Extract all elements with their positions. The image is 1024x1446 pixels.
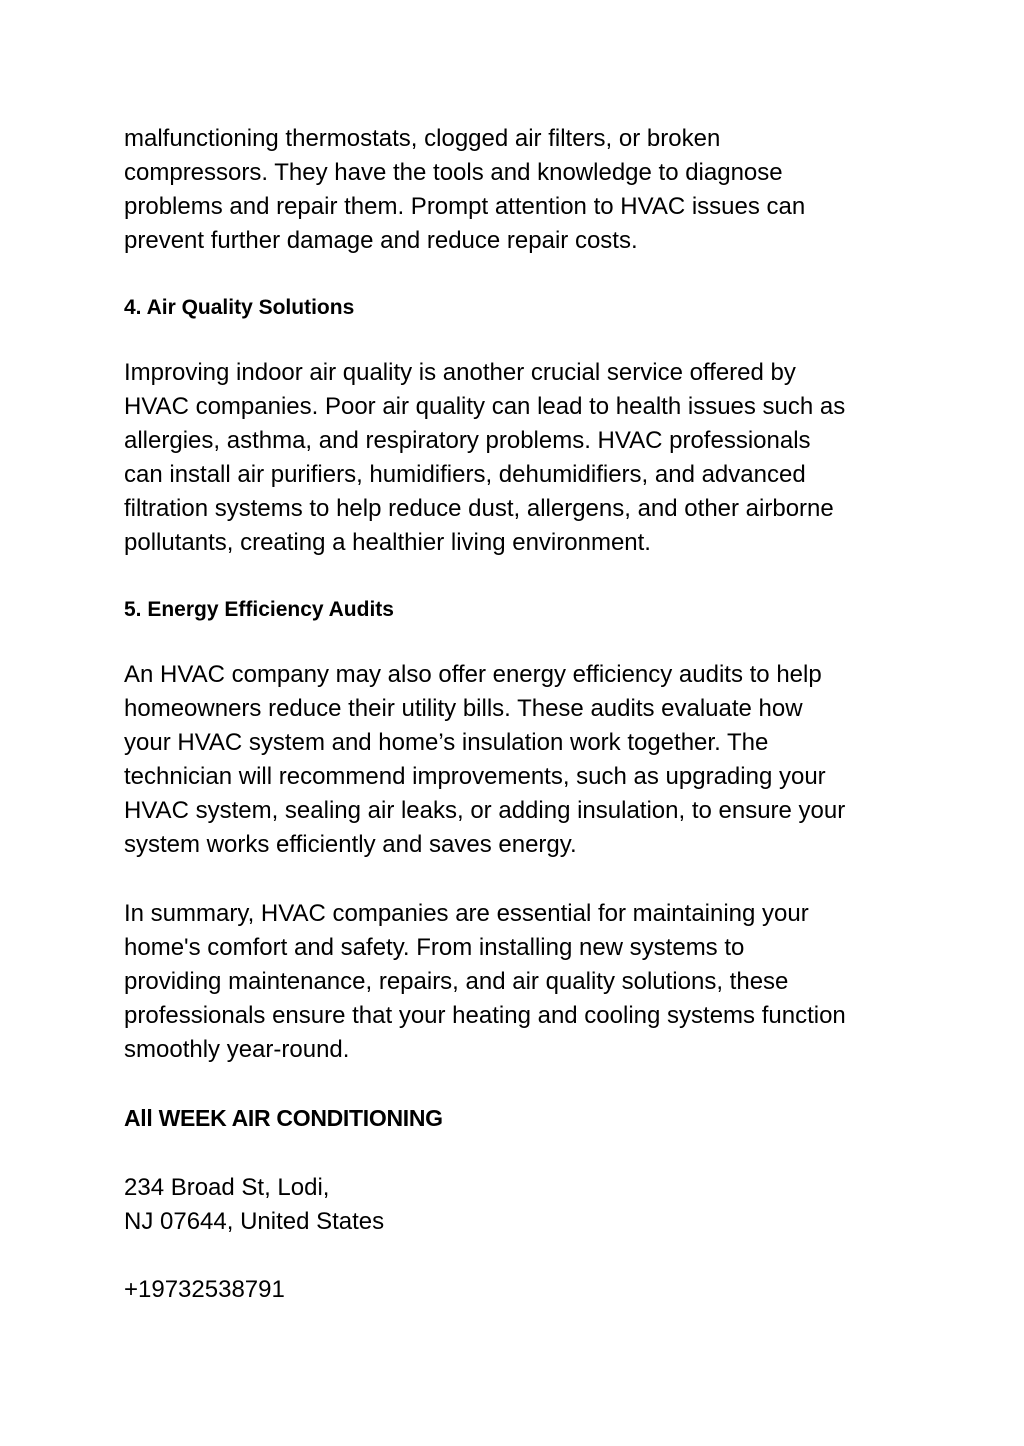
company-phone xyxy=(124,1273,914,1307)
section-4-line: Improving indoor air quality is another crucial service offered by xyxy=(124,359,796,386)
intro-line: prevent further damage and reduce repair costs. xyxy=(124,227,638,254)
summary-line: providing maintenance, repairs, and air quality solutions, these xyxy=(124,968,789,995)
section-4-line: filtration systems to help reduce dust, allergens, and other airborne xyxy=(124,495,834,522)
section-4-line: pollutants, creating a healthier living environment. xyxy=(124,529,651,556)
phone-number: +19732538791 xyxy=(124,1276,285,1303)
summary-line: home's comfort and safety. From installing new systems to xyxy=(124,934,745,961)
section-5-paragraph xyxy=(124,658,914,862)
summary-line: professionals ensure that your heating and cooling systems function xyxy=(124,1002,846,1029)
summary-line: smoothly year-round. xyxy=(124,1036,350,1063)
intro-line: malfunctioning thermostats, clogged air filters, or broken xyxy=(124,125,721,152)
section-5-line: system works efficiently and saves energy. xyxy=(124,831,577,858)
section-5-line: your HVAC system and home’s insulation work together. The xyxy=(124,729,769,756)
section-5-line: homeowners reduce their utility bills. These audits evaluate how xyxy=(124,695,803,722)
intro-line: problems and repair them. Prompt attention to HVAC issues can xyxy=(124,193,806,220)
section-5-line: An HVAC company may also offer energy efficiency audits to help xyxy=(124,661,822,688)
address-line: 234 Broad St, Lodi, xyxy=(124,1174,330,1201)
section-5-line: HVAC system, sealing air leaks, or adding insulation, to ensure your xyxy=(124,797,846,824)
section-5-line: technician will recommend improvements, such as upgrading your xyxy=(124,763,826,790)
section-4-line: can install air purifiers, humidifiers, dehumidifiers, and advanced xyxy=(124,461,806,488)
section-4-line: allergies, asthma, and respiratory problems. HVAC professionals xyxy=(124,427,811,454)
address-line: NJ 07644, United States xyxy=(124,1208,385,1235)
section-5-heading: 5. Energy Efficiency Audits xyxy=(124,598,394,621)
section-4-line: HVAC companies. Poor air quality can lead to health issues such as xyxy=(124,393,846,420)
company-name: All WEEK AIR CONDITIONING xyxy=(124,1105,443,1131)
intro-paragraph xyxy=(124,122,914,258)
intro-line: compressors. They have the tools and knowledge to diagnose xyxy=(124,159,783,186)
summary-paragraph xyxy=(124,897,914,1067)
summary-line: In summary, HVAC companies are essential for maintaining your xyxy=(124,900,809,927)
section-4-heading: 4. Air Quality Solutions xyxy=(124,296,355,319)
section-4-paragraph xyxy=(124,356,914,560)
company-address xyxy=(124,1171,914,1239)
